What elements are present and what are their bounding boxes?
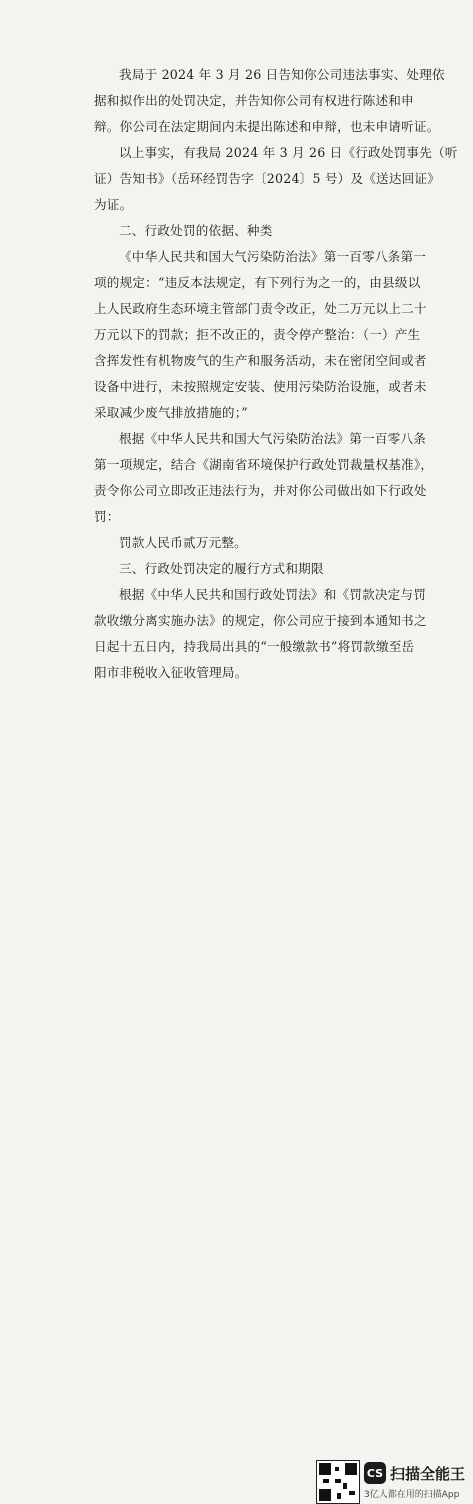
scanner-watermark [0, 724, 473, 1500]
section-heading-2: 二、行政处罚的依据、种类 [119, 223, 273, 238]
doc-line-3: 辩。你公司在法定期间内未提出陈述和申辩，也未申请听证。 [94, 119, 440, 134]
doc-line-24: 阳市非税收入征收管理局。 [94, 665, 248, 680]
doc-line-12: 含挥发性有机物废气的生产和服务活动，未在密闭空间或者 [94, 353, 427, 368]
doc-line-8: 《中华人民共和国大气污染防治法》第一百零八条第一 [119, 249, 427, 264]
qr-code-icon[interactable] [316, 1460, 360, 1504]
doc-line-21: 根据《中华人民共和国行政处罚法》和《罚款决定与罚 [119, 587, 427, 602]
doc-line-1: 我局于 2024 年 3 月 26 日告知你公司违法事实、处理依 [119, 67, 445, 82]
doc-line-17: 责令你公司立即改正违法行为，并对你公司做出如下行政处 [94, 483, 427, 498]
camscanner-name: 扫描全能王 [390, 1465, 466, 1483]
doc-line-9: 项的规定：“违反本法规定，有下列行为之一的，由县级以 [94, 275, 421, 290]
doc-line-15: 根据《中华人民共和国大气污染防治法》第一百零八条 [119, 431, 427, 446]
doc-line-10: 上人民政府生态环境主管部门责令改正，处二万元以上二十 [94, 301, 427, 316]
section-heading-3: 三、行政处罚决定的履行方式和期限 [119, 561, 324, 576]
fine-amount-line: 罚款人民币贰万元整。 [119, 535, 247, 550]
doc-line-5: 证）告知书》（岳环经罚告字〔2024〕5 号）及《送达回证》 [94, 171, 441, 186]
doc-line-14: 采取减少废气排放措施的；” [94, 405, 248, 420]
doc-line-16: 第一项规定，结合《湖南省环境保护行政处罚裁量权基准》， [94, 457, 434, 472]
doc-line-13: 设备中进行，未按照规定安装、使用污染防治设施，或者未 [94, 379, 427, 394]
doc-line-23: 日起十五日内，持我局出具的“一般缴款书”将罚款缴至岳 [94, 639, 415, 654]
doc-line-22: 款收缴分离实施办法》的规定，你公司应于接到本通知书之 [94, 613, 427, 628]
camscanner-logo-icon: CS [364, 1462, 386, 1484]
doc-line-6: 为证。 [94, 197, 133, 212]
doc-line-11: 万元以下的罚款；拒不改正的，责令停产整治：（一）产生 [94, 327, 421, 342]
camscanner-tagline: 3亿人都在用的扫描App [364, 1490, 460, 1500]
doc-line-4: 以上事实，有我局 2024 年 3 月 26 日《行政处罚事先（听 [119, 145, 458, 160]
doc-line-2: 据和拟作出的处罚决定，并告知你公司有权进行陈述和申 [94, 93, 414, 108]
doc-line-18: 罚： [94, 509, 120, 524]
